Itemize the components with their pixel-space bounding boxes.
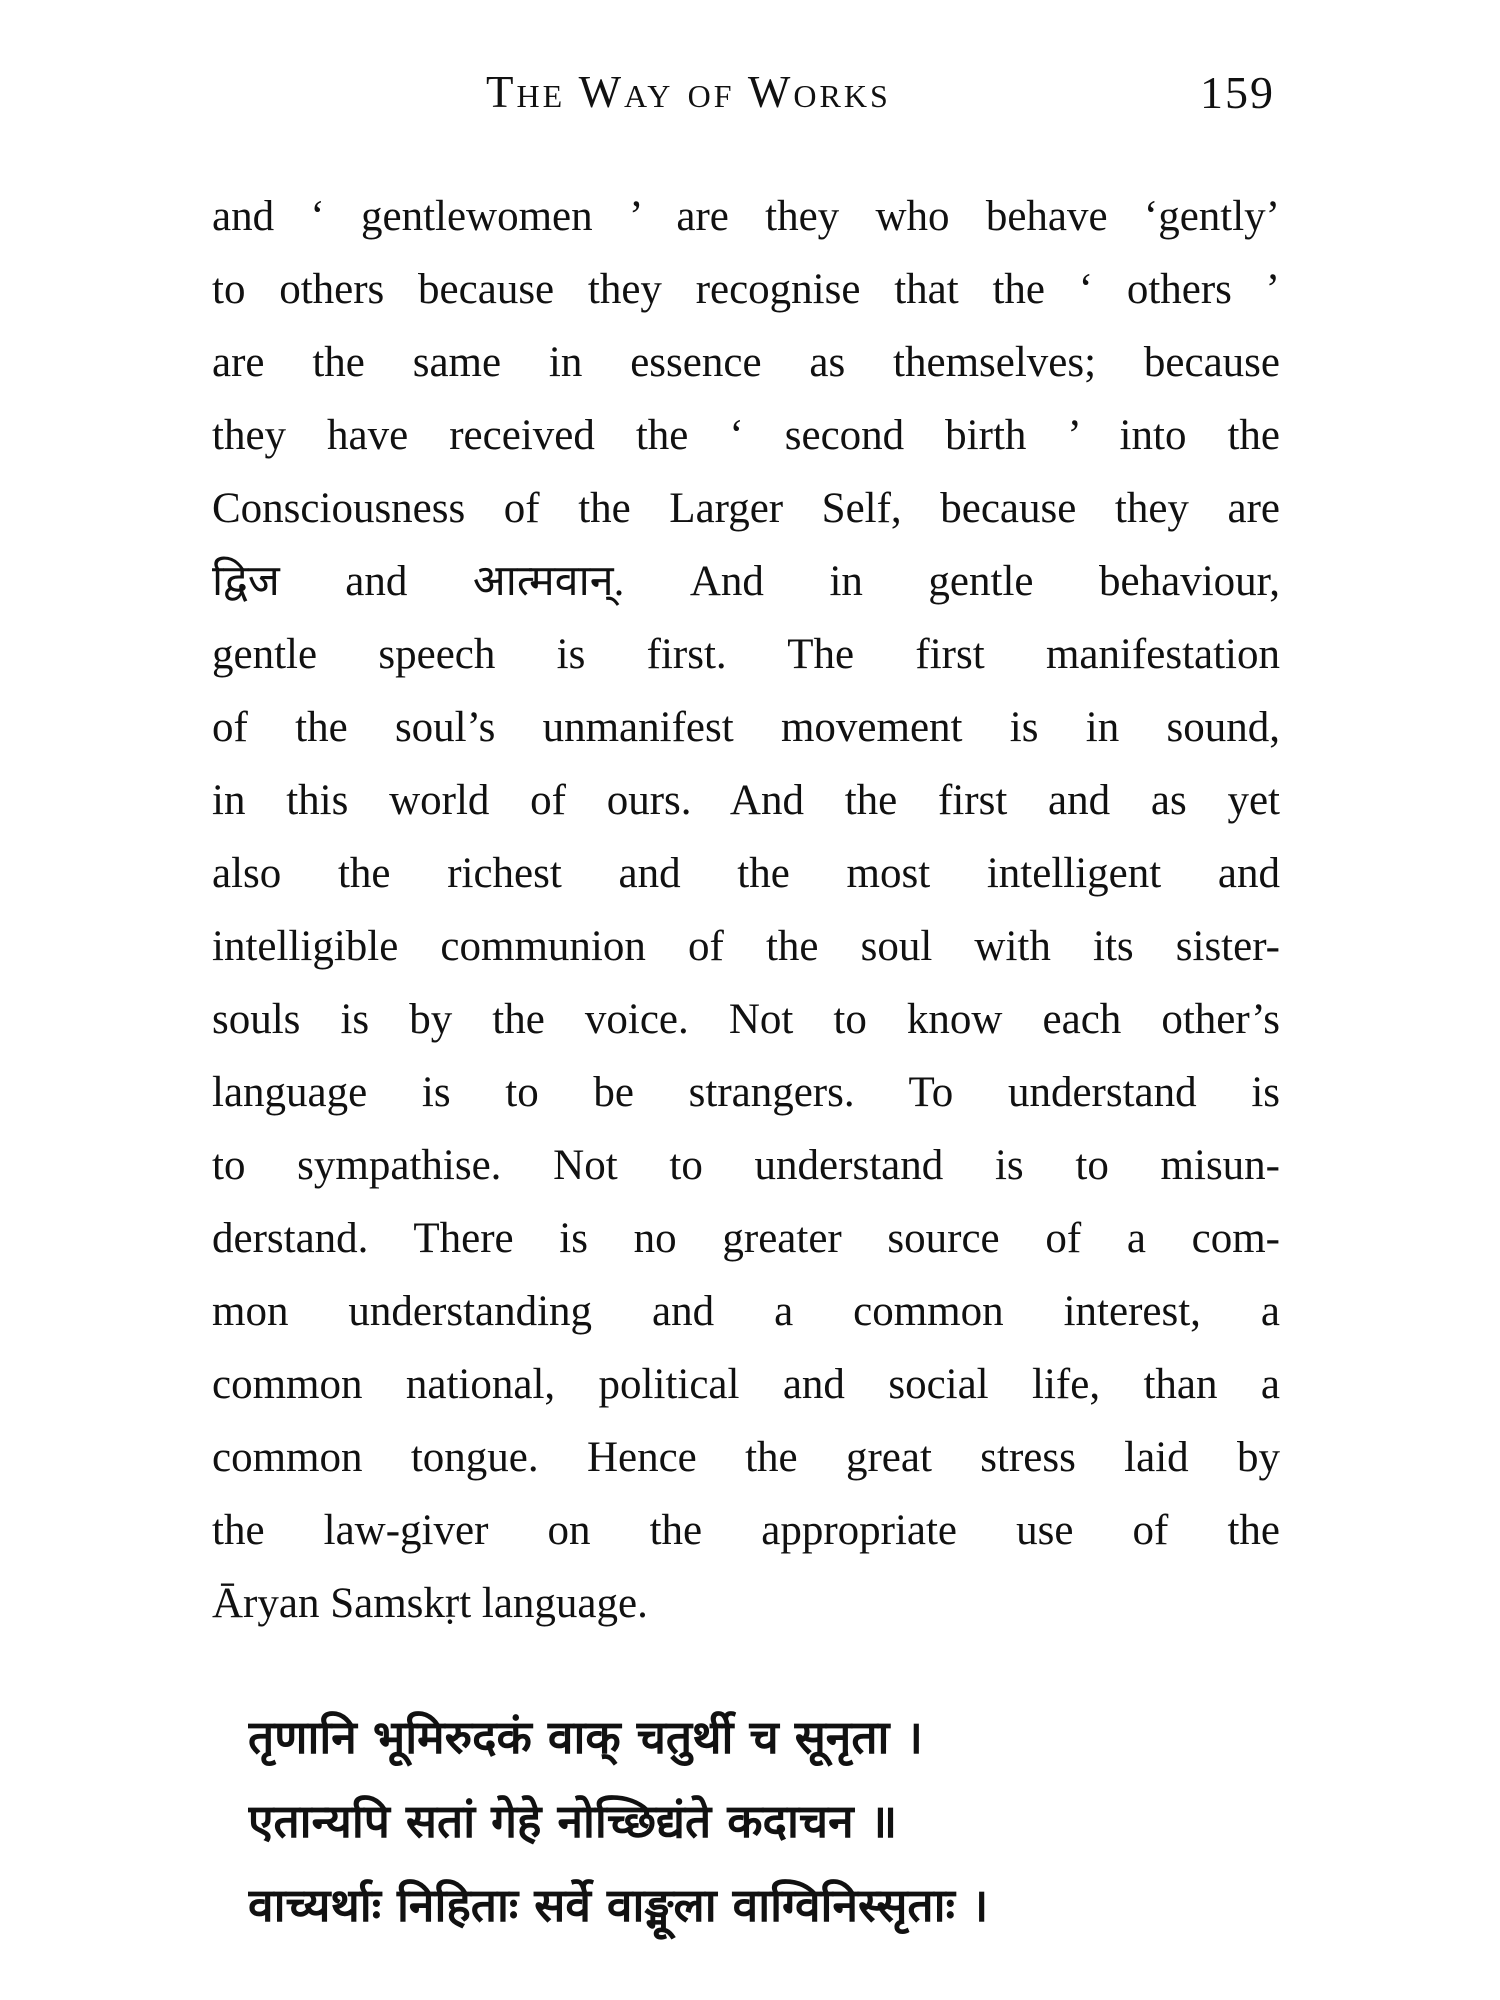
text-line: common national, political and social life, than a (212, 1361, 1280, 1408)
verse-line: तृणानि भूमिरुदकं वाक् चतुर्थी च सूनृता । (248, 1710, 923, 1764)
verse-line: वाच्यर्थाः निहिताः सर्वे वाङ्मूला वाग्विनिस्सृताः । (248, 1878, 989, 1932)
text-line: in this world of ours. And the first and as yet (212, 777, 1280, 824)
text-line: are the same in essence as themselves; because (212, 339, 1280, 386)
text-line: to others because they recognise that the ‘ others ’ (212, 266, 1280, 313)
text-line: the law-giver on the appropriate use of the (212, 1507, 1280, 1554)
text-line: mon understanding and a common interest, a (212, 1288, 1280, 1335)
sanskrit-verse (248, 1695, 1308, 1947)
verse-line: एतान्यपि सतां गेहे नोच्छिद्यंते कदाचन ॥ (248, 1794, 898, 1848)
text-line: gentle speech is first. The first manifestation (212, 631, 1280, 678)
text-line: intelligible communion of the soul with its sister- (212, 923, 1280, 970)
text-line: to sympathise. Not to understand is to misun- (212, 1142, 1280, 1189)
text-line: language is to be strangers. To understand is (212, 1069, 1280, 1116)
text-line: of the soul’s unmanifest movement is in sound, (212, 704, 1280, 751)
text-line: Āryan Samskṛt language. (212, 1580, 648, 1627)
text-line: Consciousness of the Larger Self, because they are (212, 485, 1280, 532)
text-line: derstand. There is no greater source of a com- (212, 1215, 1280, 1262)
text-line: common tongue. Hence the great stress laid by (212, 1434, 1280, 1481)
page-number: 159 (1200, 67, 1275, 118)
text-line: souls is by the voice. Not to know each other’s (212, 996, 1280, 1043)
text-line: they have received the ‘ second birth ’ into the (212, 412, 1280, 459)
page-header (210, 66, 1275, 136)
body-paragraph (212, 180, 1280, 1640)
text-line: also the richest and the most intelligent and (212, 850, 1280, 897)
text-line: द्विज and आत्मवान्. And in gentle behaviour, (212, 558, 1280, 605)
running-title: The Way of Works (486, 67, 891, 117)
text-line: and ‘ gentlewomen ’ are they who behave ‘gently’ (212, 193, 1280, 240)
